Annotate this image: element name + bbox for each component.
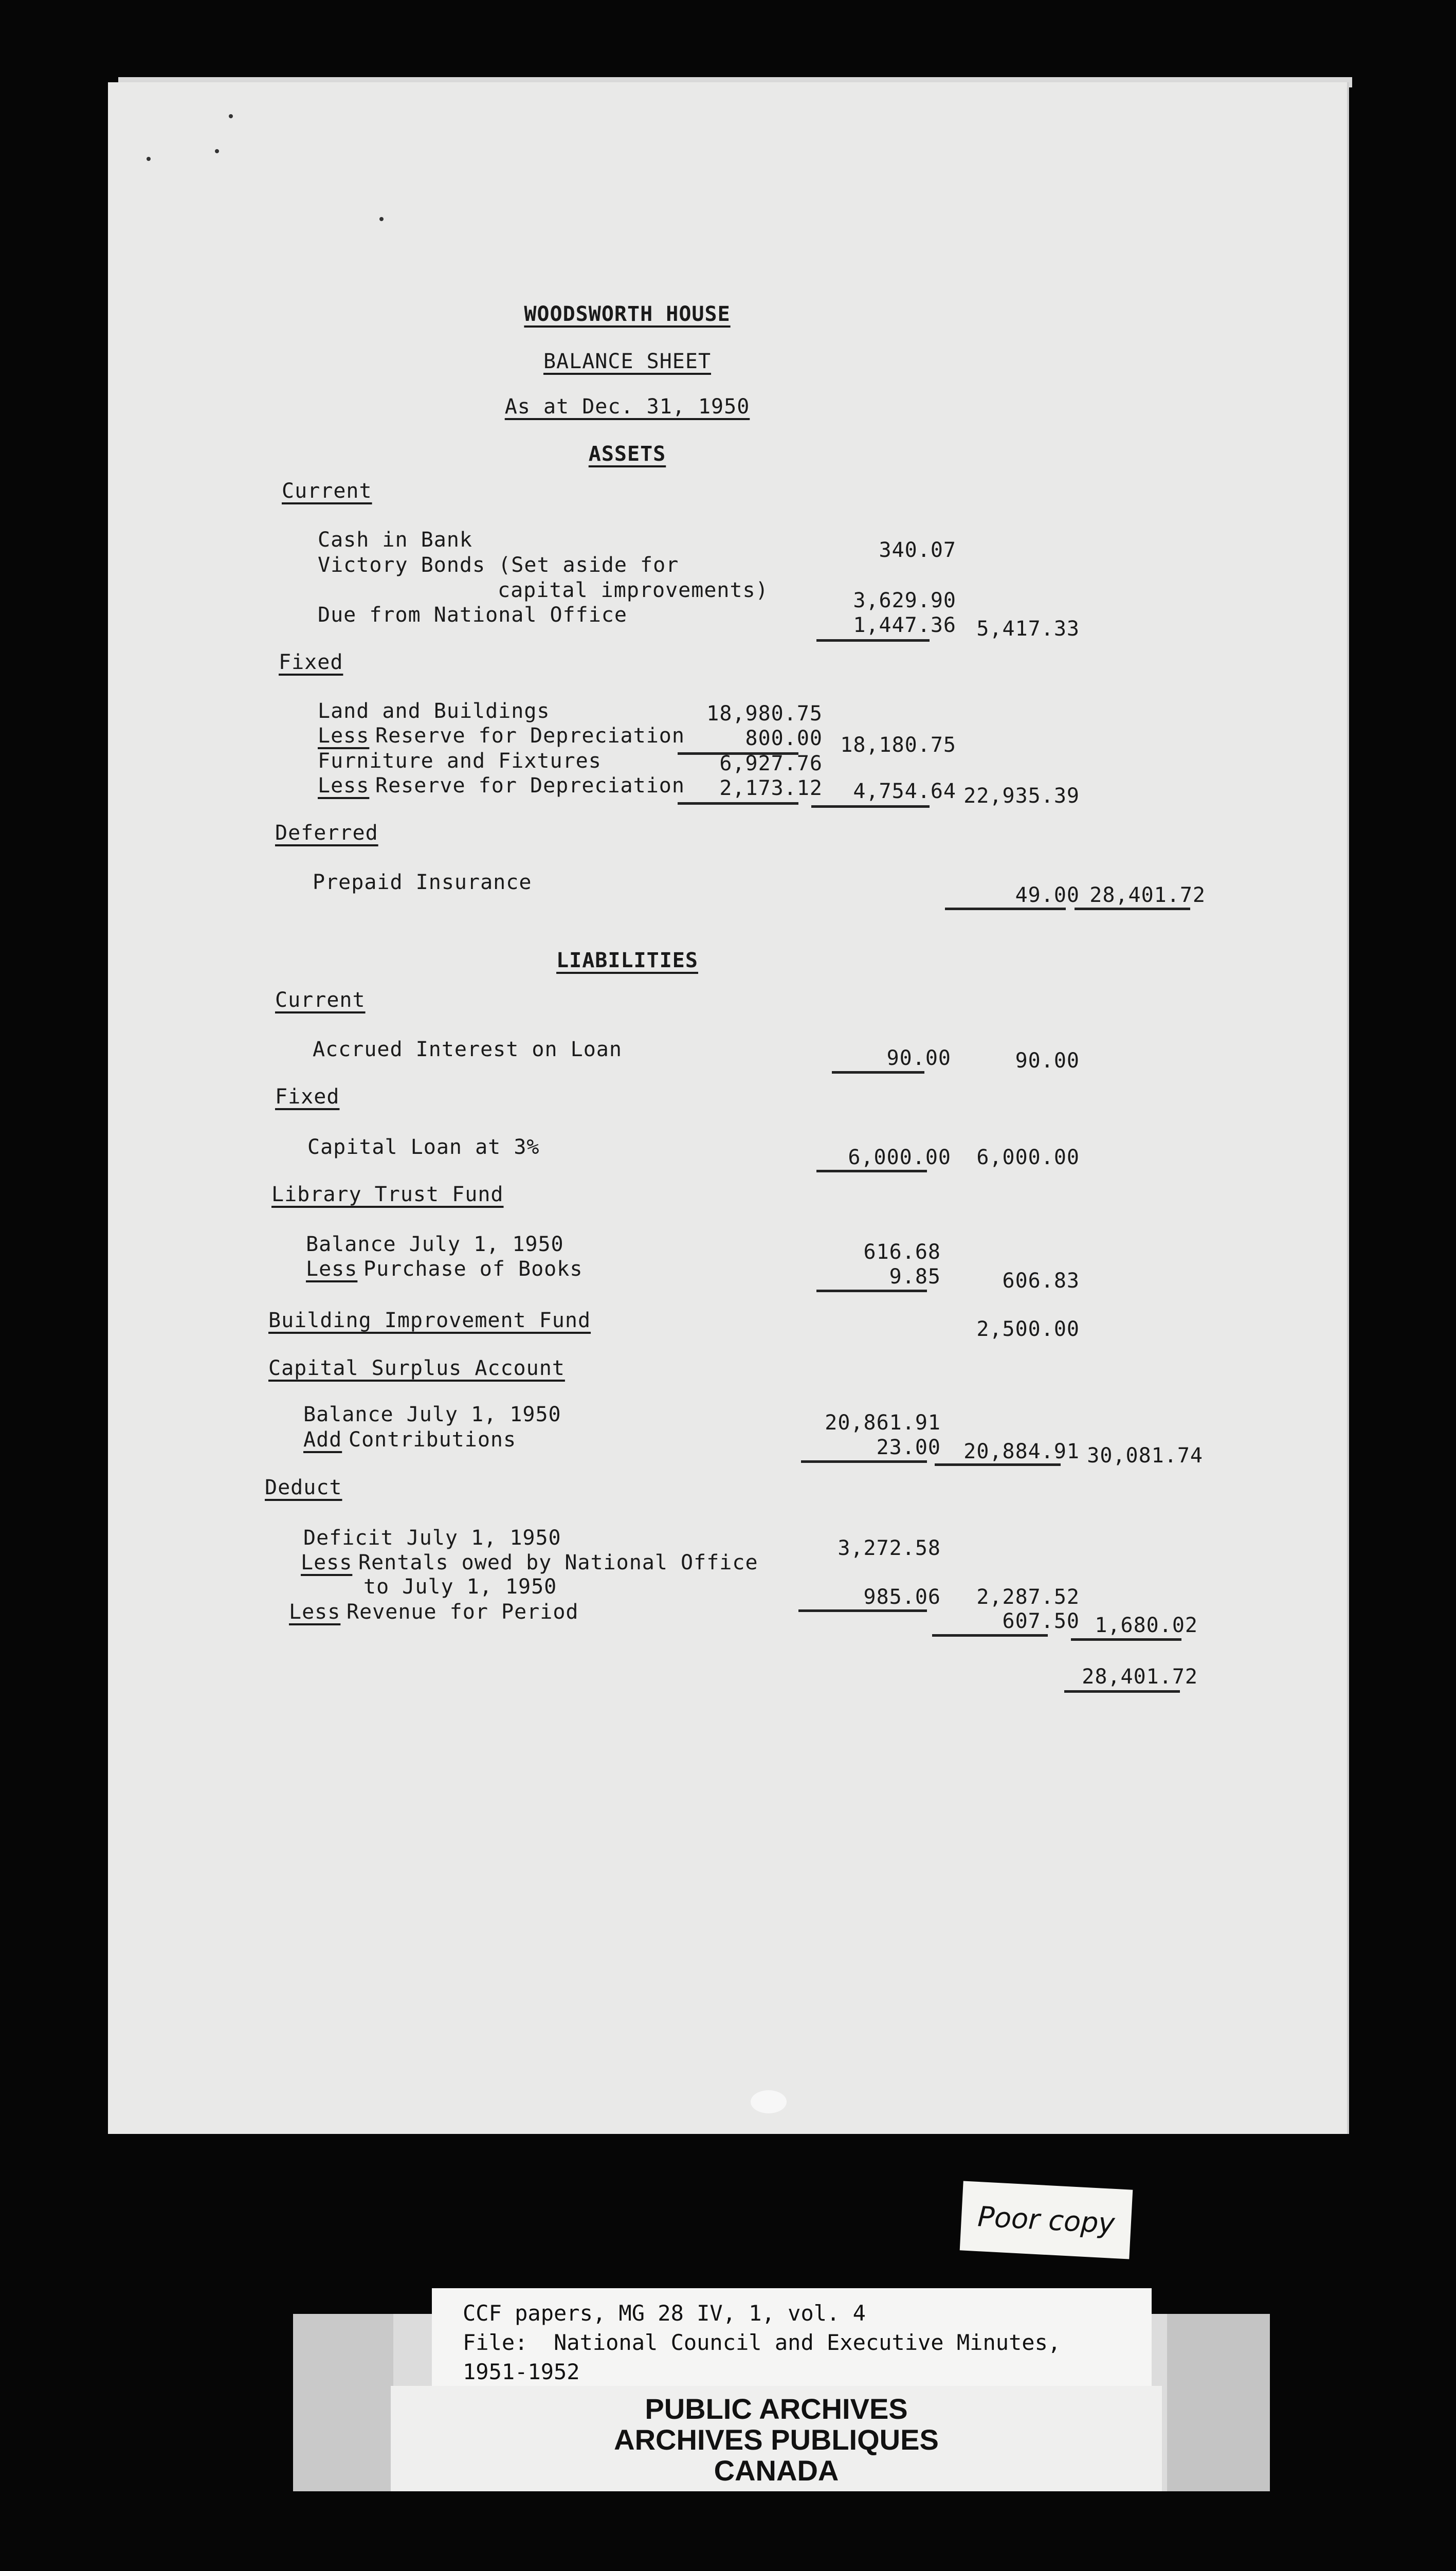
deficit-amount: 3,272.58: [838, 1536, 941, 1560]
library-fund-total: 606.83: [1002, 1269, 1080, 1293]
rule: [945, 908, 1066, 910]
rule: [798, 1609, 927, 1612]
land-label: Land and Buildings: [318, 699, 550, 723]
rentals-label-1: Rentals owed by National Office: [358, 1551, 758, 1574]
speck: [147, 157, 151, 161]
rule: [801, 1460, 927, 1463]
net-deficit-amount: 2,287.52: [976, 1585, 1080, 1609]
furniture-amount: 6,927.76: [719, 752, 823, 775]
reserve-label: Reserve for Depreciation: [375, 724, 685, 748]
deduct-label: Deduct: [265, 1476, 342, 1499]
capital-surplus-label: Capital Surplus Account: [268, 1356, 565, 1380]
archives-line-2: ARCHIVES PUBLIQUES: [614, 2423, 939, 2456]
liabilities-current-label: Current: [275, 988, 366, 1012]
rule: [678, 802, 798, 805]
due-label: Due from National Office: [318, 603, 627, 627]
cash-label: Cash in Bank: [318, 528, 472, 552]
purchase-amount: 9.85: [889, 1265, 941, 1289]
liabilities-heading: LIABILITIES: [556, 949, 698, 972]
less-word: Less: [318, 724, 370, 748]
purchase-label: Purchase of Books: [363, 1257, 583, 1281]
land-net-amount: 18,180.75: [840, 733, 956, 757]
total-assets: 28,401.72: [1089, 883, 1206, 907]
speck: [229, 114, 233, 118]
add-word: Add: [303, 1428, 342, 1452]
prepaid-amount: 49.00: [1015, 883, 1080, 907]
contributions-label: Contributions: [349, 1428, 517, 1452]
interest-label: Accrued Interest on Loan: [313, 1038, 622, 1061]
furniture-label: Furniture and Fixtures: [318, 749, 602, 773]
rentals-amount: 985.06: [863, 1585, 941, 1609]
building-fund-label: Building Improvement Fund: [268, 1309, 591, 1332]
library-fund-label: Library Trust Fund: [271, 1183, 504, 1206]
bonds-label-2: capital improvements): [498, 578, 769, 602]
current-assets-total: 5,417.33: [976, 617, 1080, 641]
doc-title: BALANCE SHEET: [543, 350, 712, 373]
furniture-reserve-amount: 2,173.12: [719, 776, 823, 800]
rule: [1075, 908, 1190, 910]
assets-current-label: Current: [282, 479, 372, 503]
bonds-label-1: Victory Bonds (Set aside for: [318, 553, 679, 577]
liabilities-running-total: 30,081.74: [1087, 1444, 1203, 1468]
assets-deferred-label: Deferred: [275, 821, 378, 845]
archives-line-3: CANADA: [714, 2454, 839, 2487]
archives-stamp: [391, 2386, 1162, 2491]
rule: [832, 1071, 924, 1074]
date-line: As at Dec. 31, 1950: [504, 395, 750, 419]
less-word: Less: [318, 774, 370, 798]
due-amount: 1,447.36: [853, 613, 956, 637]
rule: [811, 805, 930, 808]
assets-heading: ASSETS: [588, 442, 666, 466]
citation-text: [463, 2298, 1061, 2386]
poor-copy-note: Poor copy: [960, 2181, 1133, 2259]
less-word: Less: [289, 1600, 341, 1624]
org-name: WOODSWORTH HOUSE: [524, 302, 731, 326]
furniture-net-amount: 4,754.64: [853, 780, 956, 803]
bonds-amount: 3,629.90: [853, 589, 956, 612]
loan-label: Capital Loan at 3%: [307, 1135, 540, 1159]
liabilities-fixed-label: Fixed: [275, 1085, 340, 1109]
cash-amount: 340.07: [879, 538, 956, 562]
paper-clip-mark: [751, 2090, 787, 2113]
land-reserve-amount: 800.00: [745, 727, 823, 750]
total-liabilities: 28,401.72: [1082, 1665, 1198, 1689]
citation-line-3: 1951-1952: [463, 2359, 580, 2384]
balance-sheet-page: [108, 82, 1347, 2134]
less-word: Less: [301, 1551, 353, 1574]
library-balance-label: Balance July 1, 1950: [306, 1233, 564, 1256]
current-liabilities-total: 90.00: [1015, 1049, 1080, 1073]
library-balance-amount: 616.68: [863, 1240, 941, 1264]
rule: [816, 1170, 927, 1172]
building-fund-total: 2,500.00: [976, 1317, 1080, 1341]
prepaid-label: Prepaid Insurance: [313, 871, 532, 894]
capital-surplus-total: 20,884.91: [963, 1440, 1080, 1463]
deficit-label: Deficit July 1, 1950: [303, 1526, 561, 1550]
land-amount: 18,980.75: [706, 702, 823, 726]
rule: [935, 1463, 1061, 1466]
reserve-label: Reserve for Depreciation: [375, 774, 685, 798]
fixed-liabilities-total: 6,000.00: [976, 1146, 1080, 1169]
rule: [816, 1290, 927, 1292]
fixed-assets-total: 22,935.39: [963, 784, 1080, 808]
archive-label-left-wing: [293, 2314, 393, 2491]
capital-balance-amount: 20,861.91: [825, 1411, 941, 1435]
speck: [215, 149, 219, 153]
capital-balance-label: Balance July 1, 1950: [303, 1403, 561, 1426]
rule: [932, 1634, 1048, 1637]
deduct-total: 1,680.02: [1095, 1614, 1198, 1637]
rule: [1071, 1638, 1181, 1641]
citation-line-1: CCF papers, MG 28 IV, 1, vol. 4: [463, 2301, 866, 2326]
contributions-amount: 23.00: [876, 1436, 941, 1459]
interest-amount: 90.00: [886, 1046, 951, 1070]
rule: [1064, 1690, 1180, 1693]
archive-label-right-wing: [1167, 2314, 1270, 2491]
speck: [379, 217, 384, 221]
rentals-label-2: to July 1, 1950: [363, 1575, 557, 1599]
revenue-label: Revenue for Period: [347, 1600, 579, 1624]
revenue-amount: 607.50: [1002, 1609, 1080, 1633]
archives-line-1: PUBLIC ARCHIVES: [645, 2393, 908, 2425]
rule: [816, 639, 930, 642]
less-word: Less: [306, 1257, 358, 1281]
loan-amount: 6,000.00: [848, 1146, 951, 1169]
citation-line-2: File: National Council and Executive Minutes,: [463, 2330, 1061, 2355]
assets-fixed-label: Fixed: [279, 650, 343, 674]
